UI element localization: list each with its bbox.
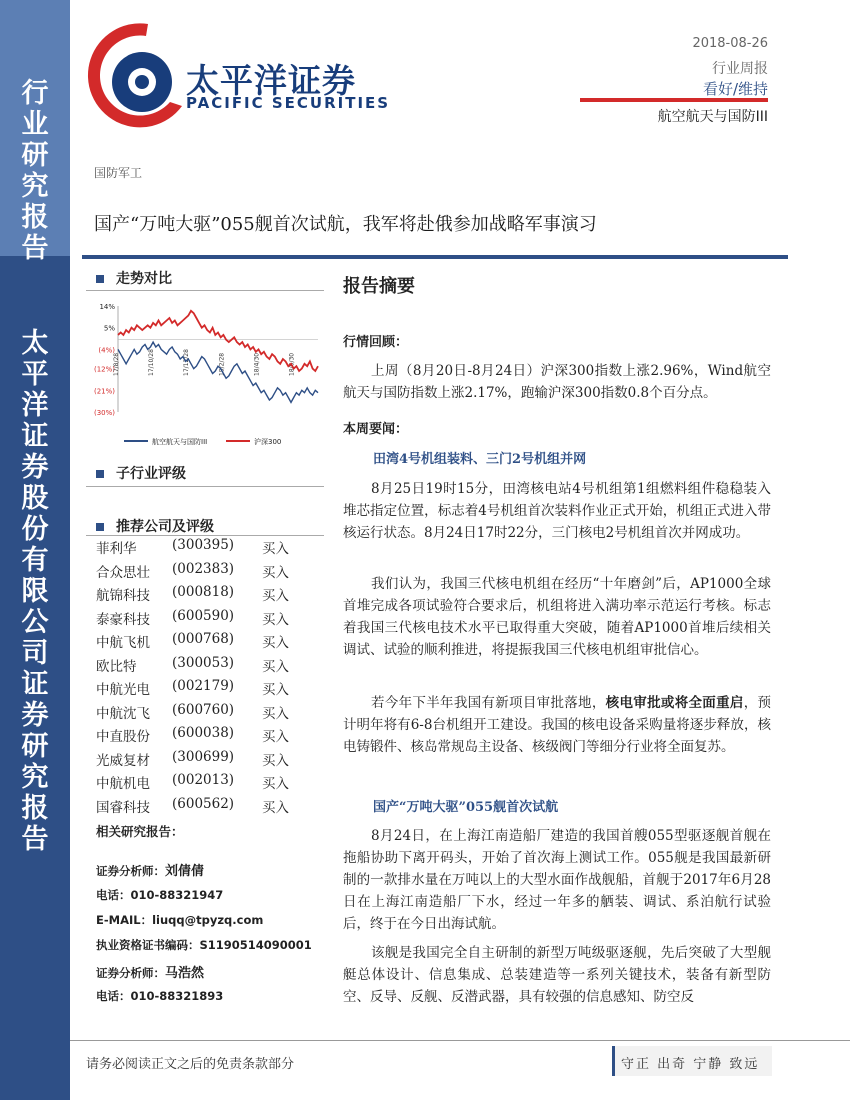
company-row bbox=[96, 678, 326, 702]
sidebar-char: 洋 bbox=[21, 390, 49, 421]
trend-heading-text: 走势对比 bbox=[116, 271, 172, 287]
chart-y-tick-label: (30%) bbox=[93, 409, 115, 417]
company-code: (002013) bbox=[172, 772, 235, 788]
chart-legend bbox=[124, 437, 281, 446]
company-row bbox=[96, 655, 326, 679]
company-rating: 买入 bbox=[262, 799, 289, 816]
company-name: 中直股份 bbox=[96, 729, 150, 745]
news-1-paragraph-2: 我们认为，我国三代核电机组在经历“十年磨剑”后，AP1000全球首堆完成各项试验符合要求后，机组将进入满功率示范运行考核。标志着我国三代核电技术水平已取得重大突破，随着AP1000首堆后续相关调试、试验的顺利推进，将提振我国三代核电机组审批信心。 bbox=[343, 576, 771, 658]
sidebar-char: 限 bbox=[21, 576, 49, 607]
summary-heading: 报告摘要 bbox=[343, 276, 415, 297]
company-rating: 买入 bbox=[262, 541, 289, 557]
news-2-paragraph-2: 该舰是我国完全自主研制的新型万吨级驱逐舰，先后突破了大型舰艇总体设计、信息集成、总装建造等一系列关键技术，装备有新型防空、反导、反舰、反潜武器，具有较强的信息感知、防空反 bbox=[343, 945, 771, 1005]
company-code: (300053) bbox=[172, 654, 235, 671]
analyst-2-phone: 电话：010-88321893 bbox=[96, 989, 224, 1003]
legend-label: 航空航天与国防III bbox=[152, 438, 208, 446]
news-2-title: 国产“万吨大驱”055舰首次试航 bbox=[373, 800, 559, 815]
company-name: 中航机电 bbox=[96, 776, 150, 792]
company-name: 国睿科技 bbox=[96, 799, 150, 816]
report-title: 国产“万吨大驱”055舰首次试航，我军将赴俄参加战略军事演习 bbox=[94, 214, 597, 235]
market-review-heading: 行情回顾： bbox=[343, 335, 409, 350]
recommend-rule bbox=[86, 535, 324, 536]
company-name: 欧比特 bbox=[96, 658, 137, 675]
sidebar-char: 究 bbox=[21, 171, 49, 202]
market-review-text: 上周（8月20日-8月24日）沪深300指数上涨2.96%，Wind航空航天与国防指数上涨2.17%，跑输沪深300指数0.8个百分点。 bbox=[343, 363, 771, 401]
company-row bbox=[96, 702, 326, 726]
chart-x-tick-label: 18/2/28 bbox=[218, 352, 226, 376]
brand-name-en: PACIFIC SECURITIES bbox=[186, 94, 391, 112]
company-rating: 买入 bbox=[262, 611, 289, 628]
trend-heading bbox=[96, 268, 172, 288]
sidebar-company-vertical bbox=[0, 328, 70, 855]
company-row bbox=[96, 749, 326, 773]
company-code: (002383) bbox=[172, 560, 235, 577]
related-research-heading: 相关研究报告： bbox=[96, 824, 184, 839]
company-code: (300395) bbox=[172, 537, 235, 553]
company-row bbox=[96, 537, 326, 561]
news-1-paragraph-3 bbox=[343, 692, 771, 758]
news-1-paragraph-3-emphasis: 核电审批或将全面重启 bbox=[605, 695, 744, 711]
company-name: 中航沈飞 bbox=[96, 705, 150, 722]
chart-x-tick-label: 17/8/28 bbox=[113, 352, 120, 376]
footer-rule bbox=[70, 1040, 850, 1041]
sidebar-report-type-vertical bbox=[0, 78, 70, 264]
sidebar-char: 券 bbox=[21, 700, 49, 731]
bullet-square-icon bbox=[96, 275, 104, 283]
company-row bbox=[96, 796, 326, 820]
analyst-1-cert: 执业资格证书编码：S1190514090001 bbox=[96, 938, 312, 952]
chart-x-tick-label: 17/10/28 bbox=[148, 349, 156, 376]
chart-y-tick-label: 5% bbox=[103, 324, 115, 333]
chart-x-tick-label: 18/4/30 bbox=[253, 352, 261, 376]
footer-disclaimer: 请务必阅读正文之后的免责条款部分 bbox=[86, 1057, 295, 1072]
company-rating: 买入 bbox=[262, 776, 289, 792]
chart-y-tick-label: (4%) bbox=[98, 346, 115, 355]
company-code: (600038) bbox=[172, 725, 235, 741]
company-rating: 买入 bbox=[262, 705, 289, 722]
sidebar-char: 份 bbox=[21, 514, 49, 545]
company-name: 光威复材 bbox=[96, 752, 150, 769]
subindustry-heading-text: 子行业评级 bbox=[116, 466, 186, 482]
company-code: (000818) bbox=[172, 584, 235, 600]
company-name: 航锦科技 bbox=[96, 588, 150, 604]
company-rating: 买入 bbox=[262, 564, 289, 581]
sidebar-char: 公 bbox=[21, 607, 49, 638]
company-row bbox=[96, 725, 326, 749]
analyst-1-email: E-MAIL：liuqq@tpyzq.com bbox=[96, 913, 264, 927]
sidebar-char: 司 bbox=[21, 638, 49, 669]
company-name: 合众思壮 bbox=[96, 564, 150, 581]
report-category: 国防军工 bbox=[94, 166, 143, 180]
company-row bbox=[96, 561, 326, 585]
company-row bbox=[96, 584, 326, 608]
chart-y-tick-label: (12%) bbox=[93, 365, 115, 374]
company-row bbox=[96, 608, 326, 632]
report-type: 行业周报 bbox=[712, 61, 768, 77]
sidebar-char: 太 bbox=[21, 328, 49, 359]
news-1-title: 田湾4号机组装料、三门2号机组并网 bbox=[373, 452, 587, 467]
recommend-heading bbox=[96, 516, 214, 536]
pacific-securities-logo bbox=[86, 18, 186, 140]
subindustry-heading bbox=[96, 463, 186, 483]
sidebar-char: 行 bbox=[21, 78, 49, 109]
chart-y-tick-label: 14% bbox=[99, 303, 115, 311]
news-2-paragraph-1: 8月24日，在上海江南造船厂建造的我国首艘055型驱逐舰首舰在拖船协助下离开码头，开始了首次海上测试工作。055舰是我国最新研制的一款排水量在万吨以上的大型水面作战舰船，首舰于2017年6月28日在上海江南造船厂下水，经过一年多的舾装、调试、系泊航行试验后，终于在今日出海试航。 bbox=[343, 828, 771, 932]
company-rating: 买入 bbox=[262, 729, 289, 745]
sidebar-char: 平 bbox=[21, 359, 49, 390]
sidebar-char: 报 bbox=[21, 202, 49, 233]
chart-x-tick-label: 18/6/30 bbox=[288, 352, 296, 376]
analyst-label: 证券分析师： bbox=[96, 966, 165, 980]
company-row bbox=[96, 631, 326, 655]
sidebar-char: 券 bbox=[21, 452, 49, 483]
analyst-1-phone: 电话：010-88321947 bbox=[96, 888, 224, 902]
sidebar-char: 研 bbox=[21, 731, 49, 762]
analyst-2 bbox=[96, 962, 204, 981]
bullet-square-icon bbox=[96, 470, 104, 478]
footer-motto: 守正 出奇 宁静 致远 bbox=[621, 1057, 760, 1072]
news-1-paragraph-3-rest: ，预计明年将有6-8台机组开工建设。我国的核电设备采购量将逐步释放，核电铸锻件、核岛常规岛主设备、核级阀门等细分行业将全面复苏。 bbox=[343, 695, 772, 755]
sidebar-char: 股 bbox=[21, 483, 49, 514]
news-1-paragraph-1: 8月25日19时15分，田湾核电站4号机组第1组燃料组件稳稳装入堆芯指定位置，标志着4号机组首次装料作业正式开始，机组正式进入带核运行状态。8月24日17时22分，三门核电2号机组首次并网成功。 bbox=[343, 481, 771, 541]
sidebar-char: 告 bbox=[21, 824, 49, 855]
chart-x-tick-label: 17/12/28 bbox=[183, 349, 191, 376]
chart-x-ticks bbox=[113, 349, 295, 376]
header-accent-bar bbox=[580, 98, 768, 102]
company-rating: 买入 bbox=[262, 752, 289, 769]
company-code: (000768) bbox=[172, 631, 235, 647]
trend-chart bbox=[86, 296, 326, 448]
company-rating: 买入 bbox=[262, 658, 289, 675]
sidebar-char: 证 bbox=[21, 669, 49, 700]
sidebar-char: 报 bbox=[21, 793, 49, 824]
company-name: 中航光电 bbox=[96, 682, 150, 698]
subindustry-rule bbox=[86, 486, 324, 487]
weekly-news-heading: 本周要闻： bbox=[343, 422, 409, 437]
company-name: 菲利华 bbox=[96, 541, 137, 557]
sidebar-char: 证 bbox=[21, 421, 49, 452]
analyst-name: 刘倩倩 bbox=[165, 864, 205, 879]
company-code: (600760) bbox=[172, 701, 235, 718]
sidebar-char: 研 bbox=[21, 140, 49, 171]
brand-name-cn: 太平洋证券 bbox=[186, 61, 356, 100]
company-code: (600590) bbox=[172, 607, 235, 624]
title-divider bbox=[82, 255, 788, 259]
sidebar-char: 业 bbox=[21, 109, 49, 140]
sidebar-char: 告 bbox=[21, 233, 49, 264]
company-name: 泰豪科技 bbox=[96, 611, 150, 628]
company-code: (002179) bbox=[172, 678, 235, 694]
legend-label: 沪深300 bbox=[254, 438, 282, 446]
analyst-label: 证券分析师： bbox=[96, 864, 165, 878]
recommend-heading-text: 推荐公司及评级 bbox=[116, 519, 214, 535]
company-code: (600562) bbox=[172, 795, 235, 812]
analyst-1 bbox=[96, 860, 204, 879]
news-1-paragraph-3-lead: 若今年下半年我国有新项目审批落地， bbox=[371, 695, 606, 711]
industry-rating: 看好/维持 bbox=[702, 80, 768, 98]
company-rating: 买入 bbox=[262, 682, 289, 698]
industry-sector: 航空航天与国防III bbox=[657, 109, 768, 125]
company-rating: 买入 bbox=[262, 588, 289, 604]
analyst-name: 马浩然 bbox=[165, 966, 205, 981]
company-code: (300699) bbox=[172, 748, 235, 765]
trend-rule bbox=[86, 290, 324, 291]
bullet-square-icon bbox=[96, 523, 104, 531]
company-rating-list bbox=[96, 537, 326, 819]
report-date: 2018-08-26 bbox=[692, 36, 768, 51]
company-row bbox=[96, 772, 326, 796]
company-name: 中航飞机 bbox=[96, 635, 150, 651]
chart-y-tick-label: (21%) bbox=[93, 387, 115, 396]
sidebar-char: 究 bbox=[21, 762, 49, 793]
sidebar-char: 有 bbox=[21, 545, 49, 576]
company-rating: 买入 bbox=[262, 635, 289, 651]
